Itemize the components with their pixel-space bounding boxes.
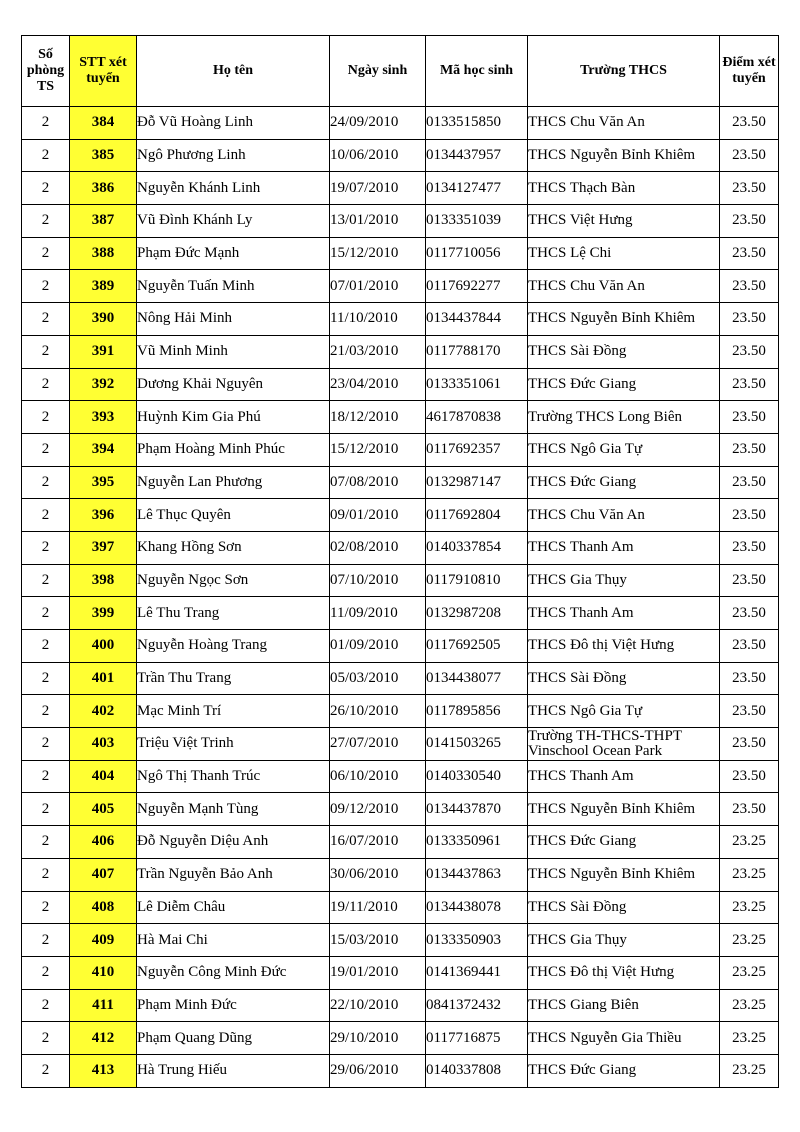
- cell-name: Lê Thu Trang: [137, 597, 330, 630]
- cell-student-code: 0140337854: [426, 531, 528, 564]
- cell-student-code: 0117710056: [426, 237, 528, 270]
- cell-student-code: 0140330540: [426, 760, 528, 793]
- cell-student-code: 0841372432: [426, 989, 528, 1022]
- cell-room: 2: [22, 1022, 70, 1055]
- cell-stt: 404: [70, 760, 137, 793]
- cell-room: 2: [22, 531, 70, 564]
- cell-score: 23.25: [720, 891, 779, 924]
- cell-school: THCS Nguyễn Bỉnh Khiêm: [528, 303, 720, 336]
- cell-room: 2: [22, 107, 70, 140]
- cell-school: THCS Thanh Am: [528, 760, 720, 793]
- cell-dob: 07/01/2010: [330, 270, 426, 303]
- cell-dob: 09/12/2010: [330, 793, 426, 826]
- cell-room: 2: [22, 564, 70, 597]
- cell-stt: 405: [70, 793, 137, 826]
- table-row: [22, 401, 779, 434]
- cell-school: THCS Nguyễn Bỉnh Khiêm: [528, 793, 720, 826]
- cell-score: 23.25: [720, 1054, 779, 1087]
- cell-name: Huỳnh Kim Gia Phú: [137, 401, 330, 434]
- table-row: [22, 466, 779, 499]
- cell-name: Vũ Minh Minh: [137, 335, 330, 368]
- cell-stt: 387: [70, 205, 137, 238]
- cell-dob: 29/10/2010: [330, 1022, 426, 1055]
- cell-student-code: 0141503265: [426, 728, 528, 761]
- cell-room: 2: [22, 630, 70, 663]
- cell-name: Ngô Thị Thanh Trúc: [137, 760, 330, 793]
- cell-student-code: 0133351039: [426, 205, 528, 238]
- cell-room: 2: [22, 760, 70, 793]
- cell-name: Phạm Hoàng Minh Phúc: [137, 433, 330, 466]
- cell-dob: 15/12/2010: [330, 433, 426, 466]
- cell-room: 2: [22, 891, 70, 924]
- cell-name: Triệu Việt Trinh: [137, 728, 330, 761]
- cell-room: 2: [22, 858, 70, 891]
- cell-dob: 23/04/2010: [330, 368, 426, 401]
- header-school: Trường THCS: [528, 36, 720, 107]
- cell-dob: 27/07/2010: [330, 728, 426, 761]
- cell-name: Nguyễn Lan Phương: [137, 466, 330, 499]
- cell-stt: 392: [70, 368, 137, 401]
- table-row: [22, 793, 779, 826]
- header-stt: STT xét tuyển: [70, 36, 137, 107]
- cell-score: 23.50: [720, 172, 779, 205]
- cell-room: 2: [22, 303, 70, 336]
- cell-stt: 396: [70, 499, 137, 532]
- cell-stt: 390: [70, 303, 137, 336]
- cell-dob: 16/07/2010: [330, 826, 426, 859]
- cell-stt: 393: [70, 401, 137, 434]
- cell-room: 2: [22, 989, 70, 1022]
- cell-school: THCS Sài Đồng: [528, 662, 720, 695]
- cell-dob: 07/08/2010: [330, 466, 426, 499]
- cell-name: Hà Trung Hiếu: [137, 1054, 330, 1087]
- cell-dob: 09/01/2010: [330, 499, 426, 532]
- table-row: [22, 662, 779, 695]
- cell-student-code: 0134437870: [426, 793, 528, 826]
- cell-room: 2: [22, 401, 70, 434]
- cell-student-code: 4617870838: [426, 401, 528, 434]
- cell-school: Trường TH-THCS-THPT Vinschool Ocean Park: [528, 728, 720, 761]
- cell-score: 23.50: [720, 205, 779, 238]
- cell-room: 2: [22, 597, 70, 630]
- cell-score: 23.50: [720, 107, 779, 140]
- cell-name: Hà Mai Chi: [137, 924, 330, 957]
- cell-score: 23.50: [720, 760, 779, 793]
- table-row: [22, 1054, 779, 1087]
- cell-school: THCS Lệ Chi: [528, 237, 720, 270]
- table-row: [22, 695, 779, 728]
- cell-score: 23.50: [720, 728, 779, 761]
- cell-dob: 19/01/2010: [330, 956, 426, 989]
- cell-score: 23.50: [720, 270, 779, 303]
- cell-stt: 413: [70, 1054, 137, 1087]
- cell-score: 23.25: [720, 826, 779, 859]
- cell-school: THCS Gia Thụy: [528, 564, 720, 597]
- cell-dob: 26/10/2010: [330, 695, 426, 728]
- cell-dob: 01/09/2010: [330, 630, 426, 663]
- cell-school: Trường THCS Long Biên: [528, 401, 720, 434]
- cell-student-code: 0117692277: [426, 270, 528, 303]
- cell-stt: 407: [70, 858, 137, 891]
- cell-student-code: 0134437863: [426, 858, 528, 891]
- header-code: Mã học sinh: [426, 36, 528, 107]
- cell-score: 23.50: [720, 662, 779, 695]
- cell-school: THCS Đức Giang: [528, 368, 720, 401]
- cell-name: Phạm Minh Đức: [137, 989, 330, 1022]
- cell-score: 23.50: [720, 531, 779, 564]
- cell-school: THCS Ngô Gia Tự: [528, 695, 720, 728]
- cell-room: 2: [22, 205, 70, 238]
- cell-dob: 15/03/2010: [330, 924, 426, 957]
- cell-dob: 05/03/2010: [330, 662, 426, 695]
- cell-room: 2: [22, 237, 70, 270]
- cell-student-code: 0117910810: [426, 564, 528, 597]
- cell-student-code: 0117895856: [426, 695, 528, 728]
- cell-student-code: 0117788170: [426, 335, 528, 368]
- table-row: [22, 924, 779, 957]
- cell-school: THCS Gia Thụy: [528, 924, 720, 957]
- cell-dob: 11/10/2010: [330, 303, 426, 336]
- table-row: [22, 826, 779, 859]
- cell-score: 23.50: [720, 793, 779, 826]
- cell-stt: 398: [70, 564, 137, 597]
- table-row: [22, 531, 779, 564]
- cell-room: 2: [22, 826, 70, 859]
- table-row: [22, 499, 779, 532]
- cell-student-code: 0133350903: [426, 924, 528, 957]
- cell-room: 2: [22, 139, 70, 172]
- cell-name: Nguyễn Mạnh Tùng: [137, 793, 330, 826]
- cell-student-code: 0141369441: [426, 956, 528, 989]
- header-name: Họ tên: [137, 36, 330, 107]
- cell-school: THCS Đô thị Việt Hưng: [528, 956, 720, 989]
- table-row: [22, 205, 779, 238]
- cell-stt: 395: [70, 466, 137, 499]
- cell-stt: 409: [70, 924, 137, 957]
- cell-dob: 30/06/2010: [330, 858, 426, 891]
- table-row: [22, 303, 779, 336]
- cell-room: 2: [22, 956, 70, 989]
- cell-name: Trần Nguyễn Bảo Anh: [137, 858, 330, 891]
- cell-score: 23.50: [720, 401, 779, 434]
- cell-score: 23.50: [720, 499, 779, 532]
- cell-name: Nguyễn Ngọc Sơn: [137, 564, 330, 597]
- cell-name: Lê Diễm Châu: [137, 891, 330, 924]
- cell-stt: 400: [70, 630, 137, 663]
- table-row: [22, 891, 779, 924]
- cell-stt: 384: [70, 107, 137, 140]
- cell-stt: 385: [70, 139, 137, 172]
- cell-school: THCS Thanh Am: [528, 531, 720, 564]
- cell-score: 23.50: [720, 303, 779, 336]
- cell-stt: 411: [70, 989, 137, 1022]
- cell-room: 2: [22, 335, 70, 368]
- cell-room: 2: [22, 695, 70, 728]
- cell-stt: 399: [70, 597, 137, 630]
- cell-name: Lê Thục Quyên: [137, 499, 330, 532]
- cell-student-code: 0117716875: [426, 1022, 528, 1055]
- cell-room: 2: [22, 172, 70, 205]
- cell-room: 2: [22, 728, 70, 761]
- table-row: [22, 630, 779, 663]
- cell-room: 2: [22, 793, 70, 826]
- cell-dob: 07/10/2010: [330, 564, 426, 597]
- cell-school: THCS Đô thị Việt Hưng: [528, 630, 720, 663]
- cell-name: Nguyễn Tuấn Minh: [137, 270, 330, 303]
- cell-school: THCS Thanh Am: [528, 597, 720, 630]
- header-score: Điểm xét tuyển: [720, 36, 779, 107]
- cell-school: THCS Sài Đồng: [528, 335, 720, 368]
- cell-room: 2: [22, 466, 70, 499]
- cell-school: THCS Đức Giang: [528, 1054, 720, 1087]
- cell-room: 2: [22, 924, 70, 957]
- cell-school: THCS Việt Hưng: [528, 205, 720, 238]
- table-row: [22, 728, 779, 761]
- cell-school: THCS Chu Văn An: [528, 107, 720, 140]
- cell-dob: 21/03/2010: [330, 335, 426, 368]
- admission-results-table: [21, 35, 779, 1088]
- cell-student-code: 0117692357: [426, 433, 528, 466]
- cell-dob: 02/08/2010: [330, 531, 426, 564]
- cell-name: Mạc Minh Trí: [137, 695, 330, 728]
- table-body: [22, 107, 779, 1088]
- table-row: [22, 433, 779, 466]
- cell-school: THCS Đức Giang: [528, 466, 720, 499]
- cell-score: 23.50: [720, 630, 779, 663]
- cell-student-code: 0117692505: [426, 630, 528, 663]
- table-row: [22, 858, 779, 891]
- cell-student-code: 0133350961: [426, 826, 528, 859]
- cell-score: 23.50: [720, 335, 779, 368]
- cell-name: Trần Thu Trang: [137, 662, 330, 695]
- cell-name: Đỗ Nguyễn Diệu Anh: [137, 826, 330, 859]
- header-row: [22, 36, 779, 107]
- table-row: [22, 597, 779, 630]
- cell-score: 23.25: [720, 858, 779, 891]
- cell-stt: 386: [70, 172, 137, 205]
- cell-school: THCS Nguyễn Gia Thiều: [528, 1022, 720, 1055]
- cell-school: THCS Thạch Bàn: [528, 172, 720, 205]
- cell-dob: 06/10/2010: [330, 760, 426, 793]
- cell-stt: 406: [70, 826, 137, 859]
- cell-score: 23.25: [720, 1022, 779, 1055]
- table-row: [22, 335, 779, 368]
- cell-dob: 13/01/2010: [330, 205, 426, 238]
- cell-school: THCS Nguyễn Bỉnh Khiêm: [528, 139, 720, 172]
- cell-score: 23.50: [720, 695, 779, 728]
- cell-student-code: 0132987208: [426, 597, 528, 630]
- cell-stt: 408: [70, 891, 137, 924]
- cell-student-code: 0133351061: [426, 368, 528, 401]
- cell-name: Nguyễn Khánh Linh: [137, 172, 330, 205]
- cell-dob: 15/12/2010: [330, 237, 426, 270]
- cell-dob: 10/06/2010: [330, 139, 426, 172]
- cell-room: 2: [22, 270, 70, 303]
- table-row: [22, 760, 779, 793]
- cell-dob: 18/12/2010: [330, 401, 426, 434]
- cell-score: 23.25: [720, 956, 779, 989]
- cell-score: 23.50: [720, 237, 779, 270]
- cell-school: THCS Ngô Gia Tự: [528, 433, 720, 466]
- table-row: [22, 270, 779, 303]
- cell-room: 2: [22, 1054, 70, 1087]
- table-row: [22, 237, 779, 270]
- header-room: Số phòng TS: [22, 36, 70, 107]
- table-row: [22, 956, 779, 989]
- cell-room: 2: [22, 368, 70, 401]
- cell-name: Nguyễn Công Minh Đức: [137, 956, 330, 989]
- cell-stt: 402: [70, 695, 137, 728]
- table-row: [22, 107, 779, 140]
- cell-room: 2: [22, 662, 70, 695]
- cell-student-code: 0140337808: [426, 1054, 528, 1087]
- cell-stt: 403: [70, 728, 137, 761]
- cell-student-code: 0134437957: [426, 139, 528, 172]
- cell-school: THCS Chu Văn An: [528, 499, 720, 532]
- cell-name: Đỗ Vũ Hoàng Linh: [137, 107, 330, 140]
- cell-student-code: 0134438077: [426, 662, 528, 695]
- cell-score: 23.50: [720, 139, 779, 172]
- cell-score: 23.50: [720, 466, 779, 499]
- cell-name: Vũ Đình Khánh Ly: [137, 205, 330, 238]
- cell-student-code: 0133515850: [426, 107, 528, 140]
- cell-score: 23.25: [720, 989, 779, 1022]
- cell-score: 23.50: [720, 368, 779, 401]
- cell-room: 2: [22, 433, 70, 466]
- cell-stt: 412: [70, 1022, 137, 1055]
- table-row: [22, 139, 779, 172]
- cell-name: Dương Khải Nguyên: [137, 368, 330, 401]
- cell-stt: 397: [70, 531, 137, 564]
- cell-name: Nông Hải Minh: [137, 303, 330, 336]
- cell-stt: 391: [70, 335, 137, 368]
- cell-stt: 389: [70, 270, 137, 303]
- cell-student-code: 0134438078: [426, 891, 528, 924]
- cell-stt: 388: [70, 237, 137, 270]
- cell-school: THCS Sài Đồng: [528, 891, 720, 924]
- cell-school: THCS Giang Biên: [528, 989, 720, 1022]
- cell-dob: 24/09/2010: [330, 107, 426, 140]
- cell-school: THCS Chu Văn An: [528, 270, 720, 303]
- cell-name: Phạm Đức Mạnh: [137, 237, 330, 270]
- cell-room: 2: [22, 499, 70, 532]
- cell-dob: 11/09/2010: [330, 597, 426, 630]
- cell-name: Nguyễn Hoàng Trang: [137, 630, 330, 663]
- cell-dob: 22/10/2010: [330, 989, 426, 1022]
- cell-score: 23.25: [720, 924, 779, 957]
- cell-student-code: 0117692804: [426, 499, 528, 532]
- cell-school: THCS Đức Giang: [528, 826, 720, 859]
- cell-score: 23.50: [720, 564, 779, 597]
- header-dob: Ngày sinh: [330, 36, 426, 107]
- table-row: [22, 368, 779, 401]
- table-row: [22, 1022, 779, 1055]
- cell-name: Khang Hồng Sơn: [137, 531, 330, 564]
- cell-school: THCS Nguyễn Bỉnh Khiêm: [528, 858, 720, 891]
- table-row: [22, 172, 779, 205]
- cell-score: 23.50: [720, 433, 779, 466]
- cell-student-code: 0134437844: [426, 303, 528, 336]
- table-row: [22, 989, 779, 1022]
- cell-stt: 401: [70, 662, 137, 695]
- table-row: [22, 564, 779, 597]
- cell-dob: 29/06/2010: [330, 1054, 426, 1087]
- cell-student-code: 0134127477: [426, 172, 528, 205]
- cell-student-code: 0132987147: [426, 466, 528, 499]
- cell-name: Phạm Quang Dũng: [137, 1022, 330, 1055]
- cell-stt: 410: [70, 956, 137, 989]
- cell-dob: 19/07/2010: [330, 172, 426, 205]
- cell-name: Ngô Phương Linh: [137, 139, 330, 172]
- cell-score: 23.50: [720, 597, 779, 630]
- cell-dob: 19/11/2010: [330, 891, 426, 924]
- cell-stt: 394: [70, 433, 137, 466]
